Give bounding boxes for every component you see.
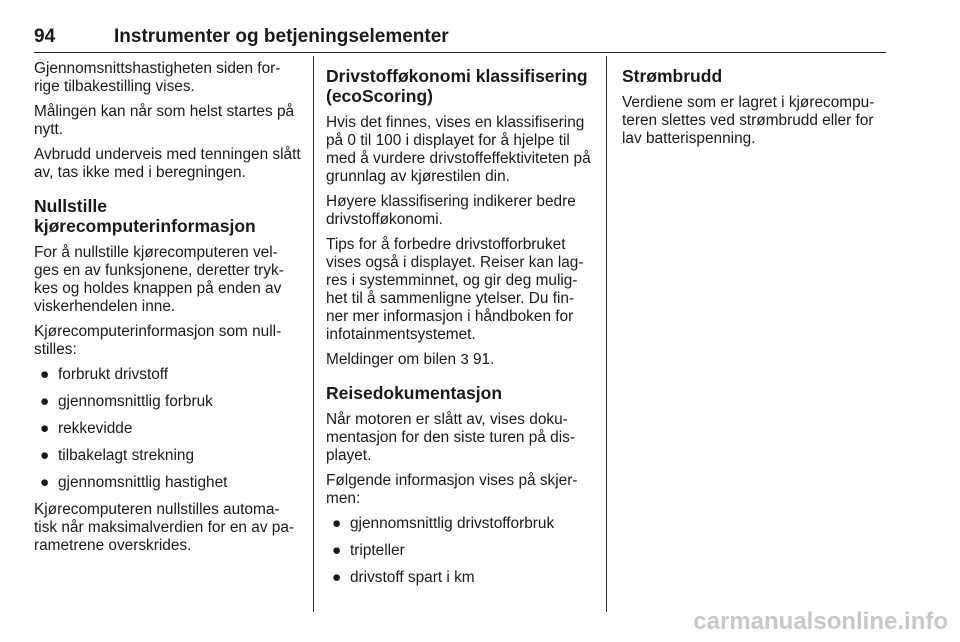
page-number: 94 — [34, 26, 56, 47]
list-item: ● forbrukt drivstoff — [40, 366, 169, 383]
list-item: ● gjennomsnittlig hastighet — [40, 474, 228, 491]
paragraph: Følgende informasjon vises på skjer-men: — [326, 472, 578, 507]
list-item: ● gjennomsnittlig drivstofforbruk — [332, 515, 555, 532]
paragraph: Tips for å forbedre drivstofforbruket vises også i displayet. Reiser kan lag-res i systemminnet, og gir deg mulig-het til å sammenligne ytelser. Du fin-ner mer informasjon i håndboken for infotainmentsystemet. — [326, 236, 584, 343]
page-title: Instrumenter og betjeningselementer — [114, 26, 449, 47]
paragraph: Når motoren er slått av, vises doku-mentasjon for den siste turen på dis-playet. — [326, 411, 575, 464]
list-item: ● drivstoff spart i km — [332, 569, 475, 586]
list-item: ● tilbakelagt strekning — [40, 447, 195, 464]
section-heading: Strømbrudd — [622, 66, 723, 86]
page-reference-arrow-icon: 3 — [460, 351, 469, 368]
paragraph: Kjørecomputeren nullstilles automa-tisk når maksimalverdien for en av pa-rametrene overskrides. — [34, 501, 295, 554]
bullet-icon: ● — [40, 393, 50, 410]
bullet-list — [34, 366, 302, 492]
bullet-icon: ● — [332, 542, 342, 559]
bullet-list — [326, 515, 592, 587]
bullet-icon: ● — [332, 569, 342, 586]
paragraph: Gjennomsnittshastigheten siden for-rige tilbakestilling vises. — [34, 60, 281, 95]
section-heading: Drivstofføkonomi klassifisering (ecoScoring) — [326, 66, 588, 106]
column-right — [622, 60, 890, 155]
bullet-icon: ● — [40, 474, 50, 491]
list-item: ● tripteller — [332, 542, 405, 559]
paragraph: Målingen kan når som helst startes på nytt. — [34, 103, 295, 138]
column-middle — [326, 60, 592, 596]
page-reference[interactable]: 91. — [472, 351, 495, 368]
column-divider — [606, 56, 607, 612]
paragraph: For å nullstille kjørecomputeren vel-ges en av funksjonene, deretter tryk-kes og holdes knappen på enden av viskerhendelen inne. — [34, 244, 284, 315]
watermark: carmanualsonline.info — [693, 608, 948, 635]
list-item: ● rekkevidde — [40, 420, 133, 437]
paragraph: Høyere klassifisering indikerer bedre drivstofføkonomi. — [326, 193, 576, 228]
column-left — [34, 60, 302, 562]
paragraph: Hvis det finnes, vises en klassifisering på 0 til 100 i displayet for å hjelpe til med å vurdere drivstoffeffektiviteten på grunnlag av kjørestilen din. — [326, 114, 591, 185]
page-header — [34, 22, 886, 53]
section-heading: Nullstille kjørecomputerinformasjon — [34, 196, 256, 236]
bullet-icon: ● — [40, 420, 50, 437]
paragraph: Verdiene som er lagret i kjørecompu-teren slettes ved strømbrudd eller for lav batterispenning. — [622, 94, 875, 147]
paragraph-with-reference: Meldinger om bilen 3 91. — [326, 351, 495, 368]
bullet-icon: ● — [332, 515, 342, 532]
bullet-icon: ● — [40, 366, 50, 383]
section-heading: Reisedokumentasjon — [326, 383, 503, 403]
column-divider — [313, 56, 314, 612]
list-item: ● gjennomsnittlig forbruk — [40, 393, 213, 410]
paragraph: Kjørecomputerinformasjon som null-stilles: — [34, 323, 282, 358]
paragraph: Avbrudd underveis med tenningen slått av, tas ikke med i beregningen. — [34, 146, 301, 181]
bullet-icon: ● — [40, 447, 50, 464]
